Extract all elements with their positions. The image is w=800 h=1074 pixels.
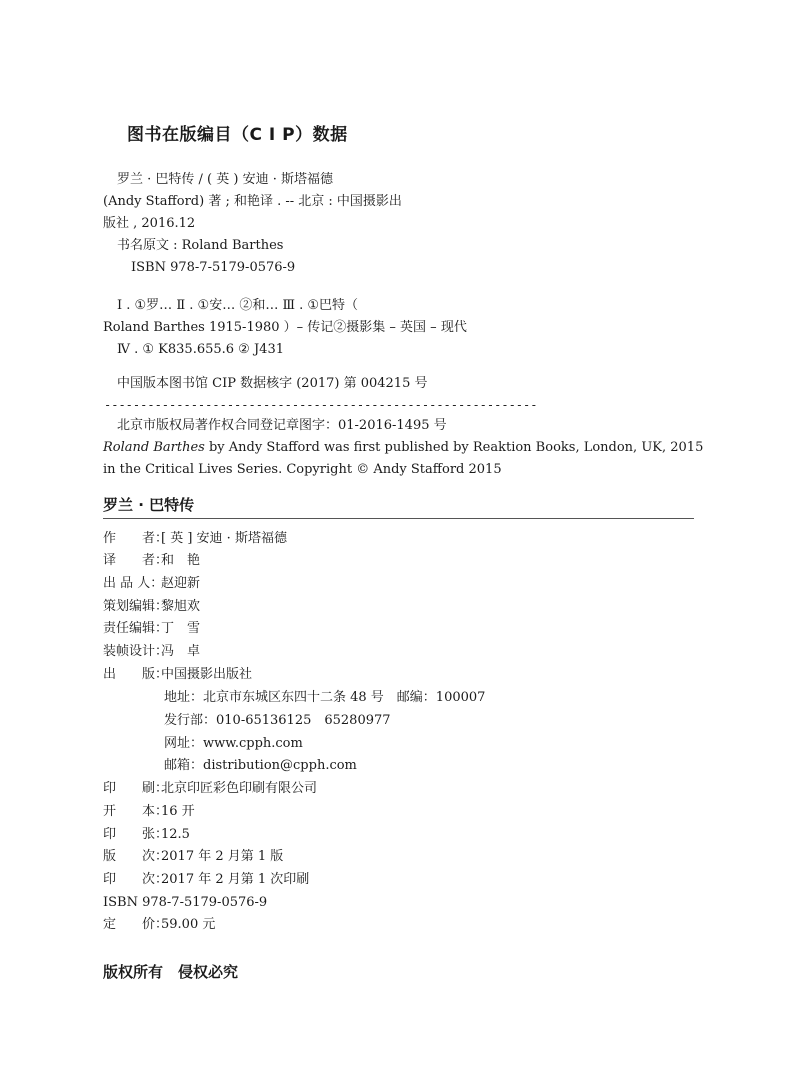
field-value: 赵迎新	[161, 576, 201, 591]
cip-line-1: 罗兰 · 巴特传 / ( 英 ) 安迪 · 斯塔福德	[117, 172, 333, 187]
cip-data-number: 中国版本图书馆 CIP 数据核字 (2017) 第 004215 号	[117, 376, 428, 391]
field-printer	[103, 781, 317, 797]
title-rule	[103, 518, 694, 519]
copyright-registration: 北京市版权局著作权合同登记章图字：01-2016-1495 号	[117, 418, 447, 433]
field-printing	[103, 872, 309, 888]
price-value: 59.00 元	[161, 917, 216, 932]
cip-line-2: (Andy Stafford) 著 ; 和艳译 . -- 北京 : 中国摄影出	[103, 194, 402, 209]
field-label: 责任编辑：	[103, 621, 169, 636]
cip-heading: 图书在版编目（C I P）数据	[127, 125, 348, 145]
field-label: 定 价：	[103, 917, 169, 932]
field-edition	[103, 849, 283, 865]
field-responsible-editor	[103, 621, 200, 637]
field-value: 北京印匠彩色印刷有限公司	[161, 781, 318, 796]
field-value: 16 开	[161, 804, 195, 819]
field-value: 中国摄影出版社	[161, 667, 253, 682]
book-title: 罗兰 · 巴特传	[103, 496, 195, 514]
field-value: 黎旭欢	[161, 599, 201, 614]
isbn: ISBN 978-7-5179-0576-9	[103, 895, 268, 910]
field-label: 出 品 人：	[103, 576, 164, 591]
field-label: 策划编辑：	[103, 599, 169, 614]
cip-line-5: ISBN 978-7-5179-0576-9	[131, 260, 296, 275]
cip-line-6: Ⅰ . ①罗… Ⅱ . ①安… ②和… Ⅲ . ①巴特（	[117, 298, 359, 313]
cip-line-3: 版社 , 2016.12	[103, 216, 196, 231]
field-translator	[103, 553, 200, 569]
field-label: 装帧设计：	[103, 644, 169, 659]
cip-line-8: Ⅳ . ① K835.655.6 ② J431	[117, 342, 284, 357]
field-value: 2017 年 2 月第 1 次印刷	[161, 872, 310, 887]
field-value: 和 艳	[161, 553, 201, 568]
field-label: 译 者：	[103, 553, 169, 568]
field-publisher	[103, 667, 252, 683]
copyright-line-1	[103, 440, 703, 456]
field-planning-editor	[103, 599, 200, 615]
field-designer	[103, 644, 200, 660]
cip-line-4: 书名原文 : Roland Barthes	[117, 238, 284, 253]
field-value: 冯 卓	[161, 644, 201, 659]
field-value: 12.5	[161, 827, 190, 842]
copyright-line-1-rest: by Andy Stafford was first published by Reaktion Books, London, UK, 2015	[204, 440, 704, 455]
field-label: 开 本：	[103, 804, 169, 819]
publisher-email: 邮箱：distribution@cpph.com	[164, 758, 357, 773]
field-format	[103, 804, 195, 820]
field-value: 2017 年 2 月第 1 版	[161, 849, 284, 864]
field-label: 印 次：	[103, 872, 169, 887]
dashed-separator: ------------------------------------------------------------	[104, 398, 538, 412]
field-value: [ 英 ] 安迪 · 斯塔福德	[161, 531, 287, 546]
cip-line-7: Roland Barthes 1915-1980 ）– 传记②摄影集 – 英国 – 现代	[103, 320, 467, 335]
field-label: 出 版：	[103, 667, 169, 682]
original-title: Roland Barthes	[103, 440, 205, 455]
field-label: 版 次：	[103, 849, 169, 864]
field-author	[103, 531, 287, 547]
field-sheets	[103, 827, 190, 843]
field-label: 印 刷：	[103, 781, 169, 796]
field-producer	[103, 576, 200, 592]
field-label: 作 者：	[103, 531, 169, 546]
publisher-sales: 发行部：010-65136125 65280977	[164, 713, 391, 728]
field-value: 丁 雪	[161, 621, 201, 636]
publisher-address: 地址：北京市东城区东四十二条 48 号 邮编：100007	[164, 690, 486, 705]
field-price	[103, 917, 215, 933]
copyright-line-2: in the Critical Lives Series. Copyright © Andy Stafford 2015	[103, 462, 502, 477]
publisher-website: 网址：www.cpph.com	[164, 736, 303, 751]
field-label: 印 张：	[103, 827, 169, 842]
rights-notice: 版权所有 侵权必究	[103, 963, 239, 981]
